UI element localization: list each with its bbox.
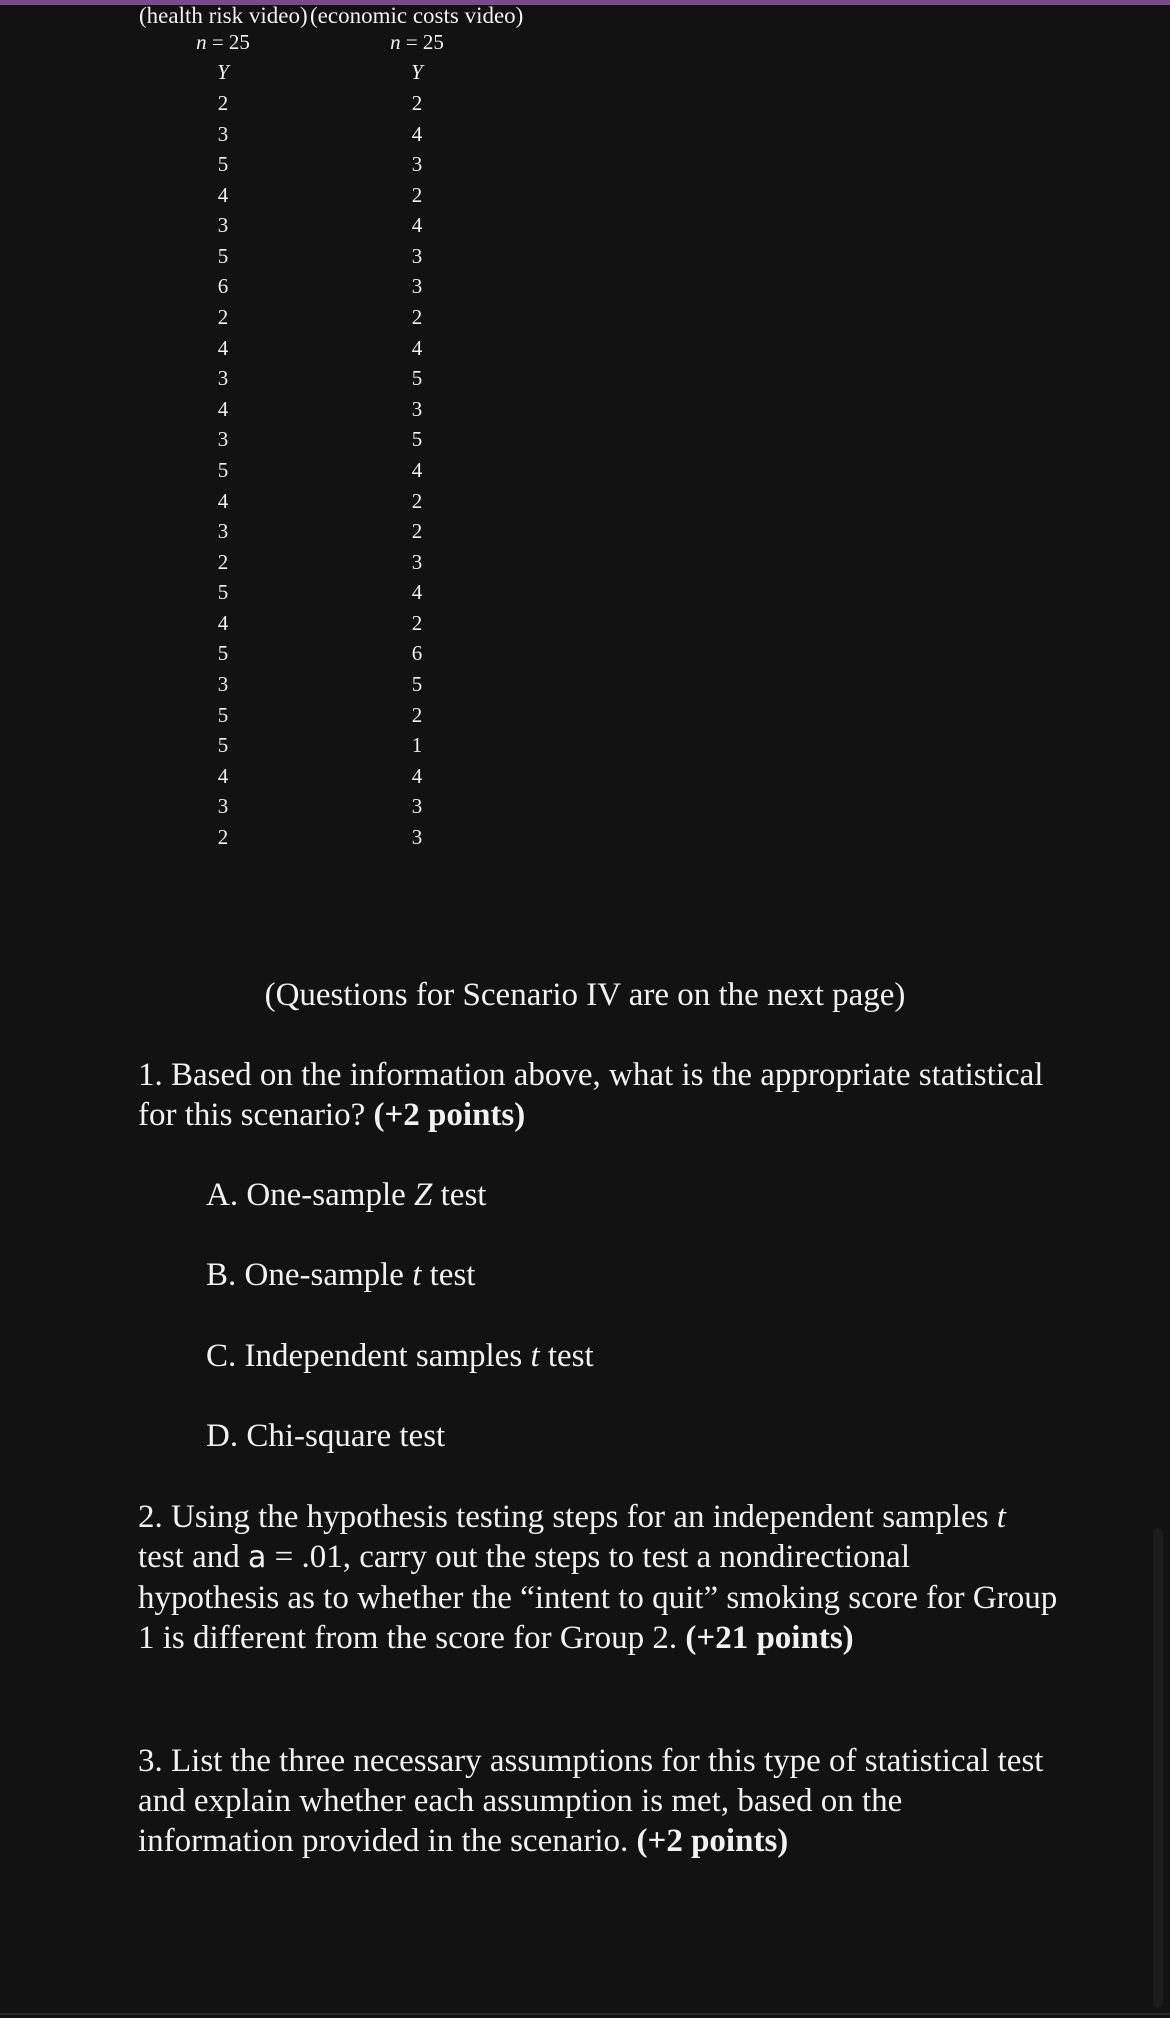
group2-value: 5 xyxy=(411,427,423,452)
group2-value: 3 xyxy=(411,824,423,849)
group2-n-symbol: n xyxy=(390,30,401,54)
question-3 xyxy=(138,1741,1058,1861)
group1-value: 3 xyxy=(217,366,229,391)
question-2-alpha: a xyxy=(247,1540,267,1575)
option-b-em: t xyxy=(412,1257,422,1293)
option-d xyxy=(206,1416,445,1456)
group2-value: 3 xyxy=(411,794,423,819)
group2-value: 4 xyxy=(411,580,423,605)
group2-value: 3 xyxy=(411,243,423,268)
question-3-points: (+2 points) xyxy=(636,1823,789,1859)
group1-header: (health risk video) xyxy=(139,3,308,28)
group2-values-column xyxy=(397,88,437,852)
option-c xyxy=(206,1336,594,1376)
group2-value: 6 xyxy=(411,641,423,666)
question-2-points: (+21 points) xyxy=(685,1620,854,1656)
option-c-em: t xyxy=(530,1338,540,1374)
group1-value: 2 xyxy=(217,549,229,574)
option-b-post: test xyxy=(421,1257,476,1293)
group1-value: 3 xyxy=(217,794,229,819)
group1-n-label xyxy=(183,28,263,56)
group1-value: 3 xyxy=(217,519,229,544)
group1-n-value: = 25 xyxy=(211,30,250,54)
group1-value: 4 xyxy=(217,763,229,788)
group2-value: 3 xyxy=(411,274,423,299)
group1-value: 2 xyxy=(217,824,229,849)
group2-value: 2 xyxy=(411,702,423,727)
bottom-divider xyxy=(0,2013,1170,2015)
group1-value: 2 xyxy=(217,305,229,330)
group2-value: 2 xyxy=(411,91,423,115)
group2-value: 4 xyxy=(411,763,423,788)
option-c-post: test xyxy=(539,1338,594,1374)
group2-value: 5 xyxy=(411,671,423,696)
group1-value: 5 xyxy=(217,457,229,482)
group1-value: 4 xyxy=(217,488,229,513)
group2-value: 4 xyxy=(411,457,423,482)
option-d-pre: D. Chi-square test xyxy=(206,1418,446,1454)
group1-value: 5 xyxy=(217,580,229,605)
group1-value: 5 xyxy=(217,702,229,727)
group1-value: 6 xyxy=(217,274,229,299)
group2-n-label xyxy=(377,28,457,56)
option-a-em: Z xyxy=(414,1177,433,1213)
group1-n-symbol: n xyxy=(196,30,207,54)
group1-value: 5 xyxy=(217,152,229,177)
group2-value: 5 xyxy=(411,366,423,391)
group2-value: 3 xyxy=(411,396,423,421)
group2-value: 1 xyxy=(411,733,423,758)
group1-value: 5 xyxy=(217,243,229,268)
question-1-text: 1. Based on the information above, what is the appropriate statistical for this scenario? xyxy=(138,1057,1044,1133)
group2-n-value: = 25 xyxy=(405,30,444,54)
scrollbar[interactable] xyxy=(1153,1528,1163,2008)
group2-header: (economic costs video) xyxy=(310,3,524,28)
group2-value: 4 xyxy=(411,213,423,238)
group1-value: 5 xyxy=(217,733,229,758)
group2-value: 2 xyxy=(411,519,423,544)
group1-value: 4 xyxy=(217,182,229,207)
group2-value: 3 xyxy=(411,549,423,574)
group1-value: 3 xyxy=(217,671,229,696)
scenario-note: (Questions for Scenario IV are on the next page) xyxy=(264,977,906,1013)
group2-value: 2 xyxy=(411,610,423,635)
group1-value: 3 xyxy=(217,121,229,146)
group1-value: 5 xyxy=(217,641,229,666)
question-2-lead: 2. Using the hypothesis testing steps for an independent samples xyxy=(138,1499,989,1535)
option-b xyxy=(206,1255,475,1295)
group1-value: 2 xyxy=(217,91,229,115)
question-1-points: (+2 points) xyxy=(373,1097,526,1133)
group1-y-label: Y xyxy=(217,60,229,84)
question-2-mid: test and xyxy=(138,1539,248,1575)
group2-value: 2 xyxy=(411,182,423,207)
group1-value: 3 xyxy=(217,427,229,452)
group2-value: 4 xyxy=(411,335,423,360)
group2-y-label: Y xyxy=(411,60,423,84)
option-a-post: test xyxy=(432,1177,487,1213)
option-c-pre: C. Independent samples xyxy=(206,1338,531,1374)
group1-value: 4 xyxy=(217,396,229,421)
group1-value: 4 xyxy=(217,610,229,635)
question-2-t: t xyxy=(996,1499,1006,1535)
group1-value: 4 xyxy=(217,335,229,360)
group2-value: 3 xyxy=(411,152,423,177)
group1-values-column xyxy=(203,88,243,852)
group2-value: 2 xyxy=(411,305,423,330)
group2-value: 2 xyxy=(411,488,423,513)
group2-value: 4 xyxy=(411,121,423,146)
question-2 xyxy=(138,1497,1058,1658)
question-1 xyxy=(138,1055,1058,1135)
option-a xyxy=(206,1175,486,1215)
option-a-pre: A. One-sample xyxy=(206,1177,415,1213)
group1-value: 3 xyxy=(217,213,229,238)
question-3-text: 3. List the three necessary assumptions for this type of statistical test and explain whether each assumption is met, based on the information provided in the scenario. xyxy=(138,1743,1044,1859)
question-2-rest: = .01, carry out the steps to test a nondirectional hypothesis as to whether the “intent to quit” smoking score for Group 1 is different from the score for Group 2. xyxy=(138,1539,1058,1656)
option-b-pre: B. One-sample xyxy=(206,1257,413,1293)
